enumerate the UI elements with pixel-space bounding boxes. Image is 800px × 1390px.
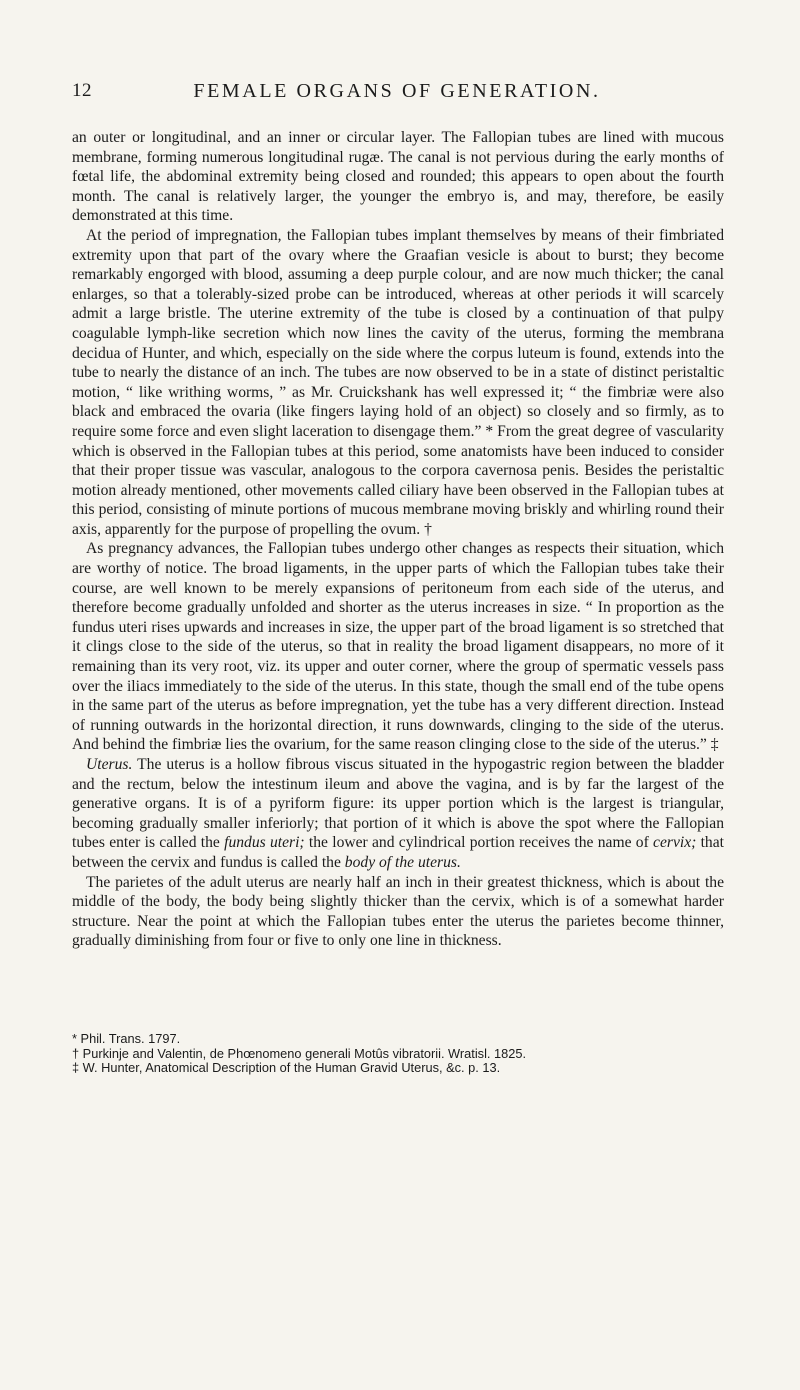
paragraph-parietes: The parietes of the adult uterus are nearly half an inch in their greatest thickness, which is about the middle of the body, the body being slightly thicker than the cervix, which is of a somewhat harder structure. Near the point at which the Fallopian tubes enter the uterus the parietes become thinner, gradually diminishing from four or five to only one line in thickness.	[72, 873, 724, 950]
footnote-phil-trans: * Phil. Trans. 1797.	[72, 1031, 181, 1046]
paragraph-impregnation: At the period of impregnation, the Fallopian tubes implant themselves by means of their fimbriated extremity upon that part of the ovary where the Graafian vesicle is about to burst; they become remarkably engorged with blood, assuming a deep purple colour, and are now much thicker; the canal enlarges, so that a tolerably-sized probe can be introduced, whereas at other periods it will scarcely admit a large bristle. The uterine extremity of the tube is closed by a continuation of that pulpy coagulable lymph-like secretion which now lines the cavity of the uterus, forming the membrana decidua of Hunter, and which, especially on the side where the corpus luteum is found, extends into the tube to nearly the distance of an inch. The tubes are now observed to be in a state of distinct peristaltic motion, “ like writhing worms, ” as Mr. Cruickshank has well expressed it; “ the fimbriæ were also black and embraced the ovaria (like fingers laying hold of an object) so closely and so firmly, as to require some force and even slight laceration to disengage them.” * From the great degree of vascularity which is observed in the Fallopian tubes at this period, some anatomists have been induced to consider that their proper tissue was vascular, analogous to the corpora cavernosa penis. Besides the peristaltic motion already mentioned, other movements called ciliary have been observed in the Fallopian tubes at this period, consisting of minute portions of mucous membrane moving briskly and whirling round their axis, apparently for the purpose of propelling the ovum. †	[72, 226, 724, 538]
uterus-heading: Uterus.	[86, 756, 133, 773]
uterus-text-1: The uterus is a hollow fibrous viscus situated in the hypogastric region between the bladder and the rectum, below the intestinum ileum and above the vagina, and is by far the largest of the generative organs. It is of a pyriform figure: its upper portion which is the largest is triangular, becoming gradually smaller inferiorly; that portion of it which is above the spot where the Fallopian tubes enter is called the	[72, 756, 724, 852]
page-title: FEMALE ORGANS OF GENERATION.	[193, 80, 601, 102]
footnote-hunter: ‡ W. Hunter, Anatomical Description of the Human Gravid Uterus, &c. p. 13.	[72, 1060, 501, 1076]
paragraph-fallopian-structure: an outer or longitudinal, and an inner or circular layer. The Fallopian tubes are lined with mucous membrane, forming numerous longitudinal rugæ. The canal is not pervious during the early months of fœtal life, the abdominal extremity being closed and rounded; this appears to open about the fourth month. The canal is relatively larger, the younger the embryo is, and may, therefore, be easily demonstrated at this time.	[72, 129, 724, 225]
term-cervix: cervix;	[653, 834, 697, 852]
paragraph-pregnancy-advances: As pregnancy advances, the Fallopian tubes undergo other changes as respects their situation, which are worthy of notice. The broad ligaments, in the upper parts of which the Fallopian tubes take their course, are well known to be merely expansions of peritoneum from each side of the uterus, and therefore become gradually unfolded and shorter as the uterus increases in size. “ In proportion as the fundus uteri rises upwards and increases in size, the upper part of the broad ligament is so stretched that it clings close to the side of the uterus, so that in reality the broad ligament disappears, no more of it remaining than its very root, viz. its upper and outer corner, where the group of spermatic vessels pass over the iliacs immediately to the side of the uterus. In this state, though the small end of the tube opens in the same part of the uterus as before impregnation, yet the tube has a very different direction. Instead of running outwards in the horizontal direction, it runs downwards, clinging to the side of the uterus. And behind the fimbriæ lies the ovarium, for the same reason clinging close to the side of the uterus.” ‡	[72, 540, 724, 754]
footnote-purkinje: † Purkinje and Valentin, de Phœnomeno generali Motûs vibratorii. Wratisl. 1825.	[72, 1045, 527, 1061]
page-number: 12	[72, 80, 92, 101]
term-fundus-uteri: fundus uteri;	[224, 834, 305, 852]
running-head	[72, 80, 722, 110]
footnotes	[72, 1032, 724, 1076]
body-text	[72, 128, 724, 951]
paragraph-uterus	[72, 755, 724, 873]
term-body-of-uterus: body of the uterus.	[344, 853, 461, 871]
uterus-text-3: that between the cervix and fundus is called the	[72, 834, 724, 871]
uterus-text-2: the lower and cylindrical portion receives the name of	[304, 834, 654, 852]
